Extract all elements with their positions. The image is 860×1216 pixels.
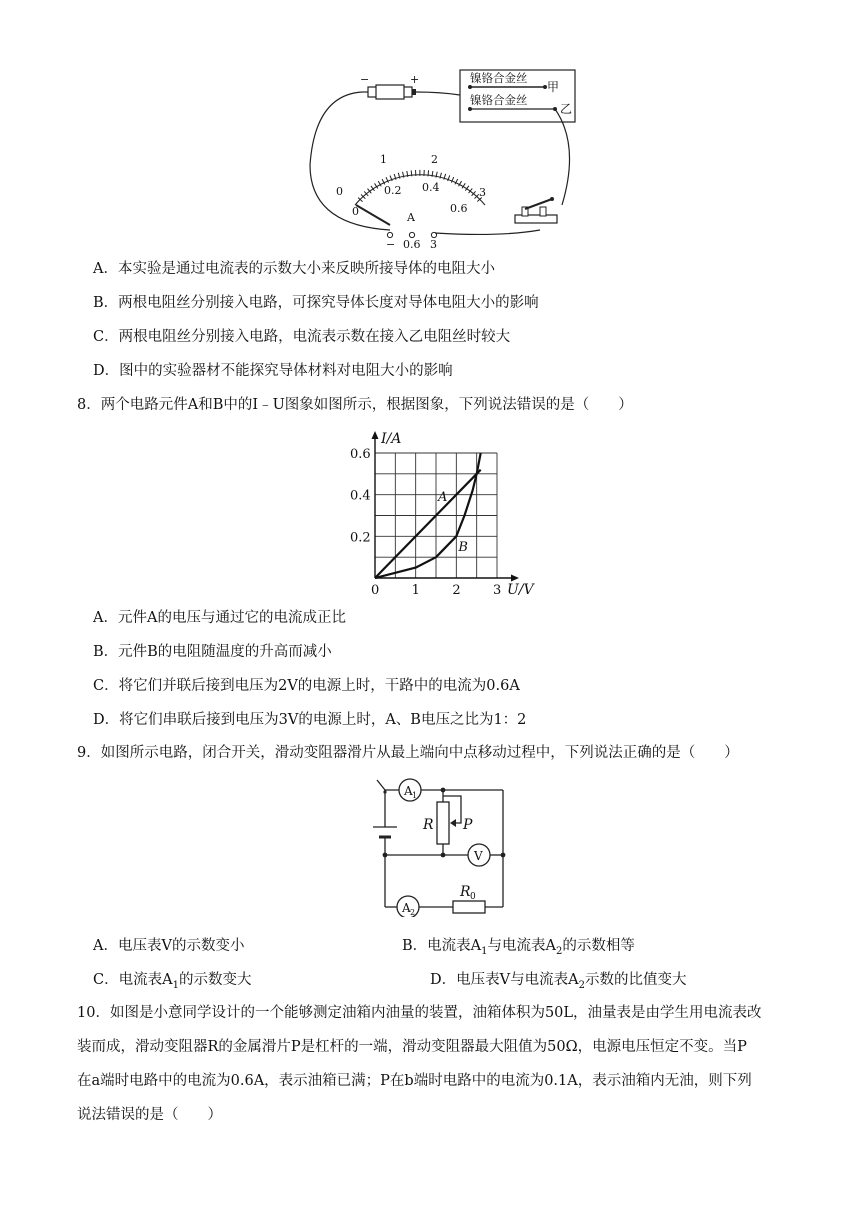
q9-b-sub2: 2: [556, 945, 563, 957]
x-tick-label: 3: [493, 583, 502, 598]
q10-line-3: 在a端时电路中的电流为0.6A，表示油箱已满；P在b端时电路中的电流为0.1A，表示油箱内无油，则下列: [77, 1073, 752, 1089]
iu-chart: [340, 420, 540, 598]
x-axis-arrow: [511, 575, 519, 582]
switch: [515, 197, 557, 223]
q8-option-d: D．将它们串联后接到电压为3V的电源上时，A、B电压之比为1：2: [93, 712, 527, 728]
a1-sub: 1: [412, 791, 418, 800]
q9-option-b: [402, 936, 635, 962]
circuit-figure-q9: [365, 772, 525, 917]
switch-symbol: [377, 780, 387, 794]
v-label: V: [474, 849, 483, 863]
slider-arrow: [450, 819, 456, 827]
terminal-3: 3: [430, 238, 437, 251]
y-axis-arrow: [372, 431, 379, 439]
series-label-A: A: [438, 489, 448, 505]
q9-option-c: [93, 970, 251, 996]
q9-d-post: 示数的比值变大: [584, 972, 687, 988]
battery: [362, 85, 416, 99]
resistor-r0: [453, 901, 485, 913]
q7-option-c: C．两根电阻丝分别接入电路，电流表示数在接入乙电阻丝时较大: [93, 329, 511, 345]
meter-top-0: 0: [336, 185, 343, 198]
q9-d-sub: 2: [578, 979, 585, 991]
meter-bottom-0: 0: [352, 205, 359, 218]
a2-label: A: [402, 901, 411, 915]
x-tick-label: 2: [452, 583, 461, 598]
meter-top-2: 2: [431, 153, 438, 166]
q8-stem: 8．两个电路元件A和B中的I﹣U图象如图所示，根据图象，下列说法错误的是（ ）: [77, 397, 633, 413]
label-jia: 甲: [547, 80, 560, 94]
q9-option-a: A．电压表V的示数变小: [93, 938, 245, 954]
series-label-B: B: [458, 539, 468, 555]
y-axis-label: I/A: [381, 431, 402, 447]
circuit-figure-q7: [300, 65, 590, 255]
q9-stem: 9．如图所示电路，闭合开关，滑动变阻器滑片从最上端向中点移动过程中，下列说法正确的是（ ）: [77, 745, 739, 761]
q9-c-post: 的示数变大: [178, 972, 252, 988]
q8-option-c: C．将它们并联后接到电压为2V的电源上时，干路中的电流为0.6A: [93, 678, 520, 694]
meter-bottom-2: 0.4: [422, 181, 440, 194]
q7-option-a: A．本实验是通过电流表的示数大小来反映所接导体的电阻大小: [93, 261, 495, 277]
y-tick-label: 0.2: [350, 530, 371, 546]
wire-yi-label: 镍铬合金丝: [470, 93, 528, 107]
rheostat: [437, 802, 449, 844]
y-tick-label: 0.6: [350, 447, 371, 462]
x-tick-label: 1: [411, 583, 420, 598]
q9-b-sub1: 1: [481, 945, 488, 957]
battery-symbol: [373, 827, 397, 837]
label-p: P: [463, 817, 473, 833]
meter-bottom-1: 0.2: [384, 184, 402, 197]
x-axis-label: U/V: [507, 582, 534, 598]
q9-d-pre: D．电压表V与电流表A: [430, 972, 579, 988]
battery-plus-label: +: [410, 73, 420, 86]
q9-c-sub: 1: [172, 979, 179, 991]
q8-option-b: B．元件B的电阻随温度的升高而减小: [93, 644, 332, 660]
q10-line-1: 10．如图是小意同学设计的一个能够测定油箱内油量的装置，油箱体积为50L，油量表是由学生用电流表改: [77, 1005, 762, 1021]
q9-b-mid: 与电流表A: [487, 938, 556, 954]
x-tick-label: 0: [371, 583, 380, 598]
q7-option-d: D．图中的实验器材不能探究导体材料对电阻大小的影响: [93, 363, 453, 379]
a1-label: A: [404, 784, 413, 798]
terminal-minus: −: [386, 238, 396, 251]
y-tick-label: 0.4: [350, 488, 371, 504]
meter-top-3: 3: [479, 186, 486, 199]
label-yi: 乙: [560, 102, 573, 116]
label-r: R: [423, 817, 434, 833]
wire-jia-label: 镍铬合金丝: [470, 71, 528, 85]
r0-label: R: [460, 884, 471, 900]
q10-line-2: 装而成，滑动变阻器R的金属滑片P是杠杆的一端，滑动变阻器最大阻值为50Ω，电源电压恒定不变。当P: [77, 1039, 747, 1055]
battery-minus-label: −: [360, 73, 370, 86]
q9-b-pre: B．电流表A: [402, 938, 482, 954]
a2-sub: 2: [410, 908, 416, 917]
q7-option-b: B．两根电阻丝分别接入电路，可探究导体长度对导体电阻大小的影响: [93, 295, 539, 311]
meter-unit: A: [407, 211, 415, 224]
q9-c-pre: C．电流表A: [93, 972, 173, 988]
q10-line-4: 说法错误的是（ ）: [77, 1107, 222, 1123]
terminal-06: 0.6: [403, 238, 421, 251]
q9-b-post: 的示数相等: [562, 938, 635, 954]
q9-option-d: [430, 970, 686, 996]
r0-sub: 0: [470, 892, 476, 902]
meter-top-1: 1: [380, 153, 387, 166]
q8-option-a: A．元件A的电压与通过它的电流成正比: [93, 610, 346, 626]
chart-labels: [350, 431, 536, 598]
meter-bottom-3: 0.6: [450, 202, 468, 215]
